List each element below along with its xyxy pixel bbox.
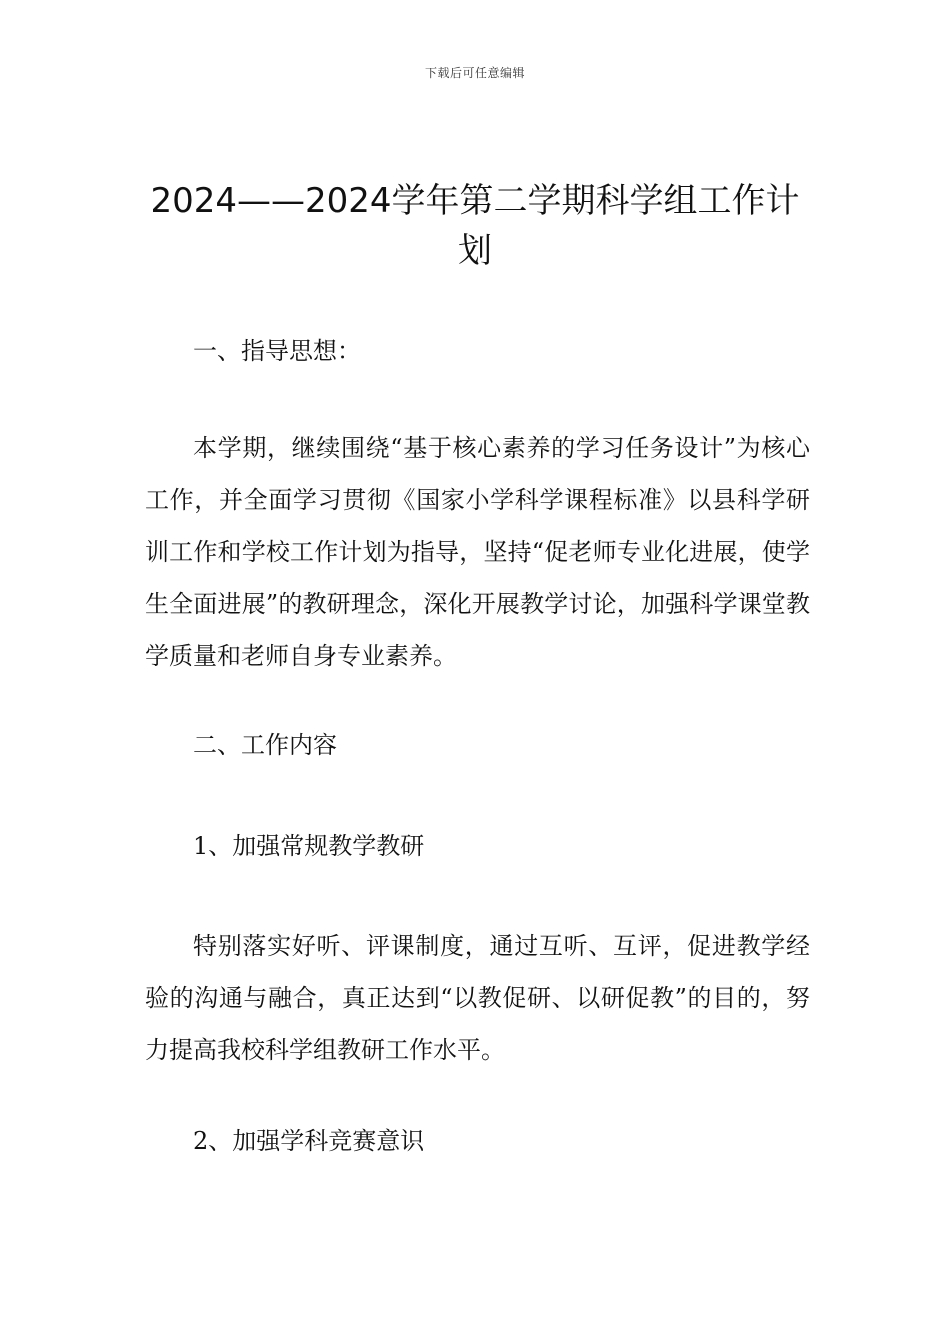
document-title: 2024——2024学年第二学期科学组工作计划	[150, 181, 800, 271]
section-heading-work-content: 二、工作内容	[193, 731, 337, 759]
section-paragraph-guiding-thought: 本学期，继续围绕“基于核心素养的学习任务设计”为核心工作，并全面学习贯彻《国家小学科学课程标准》以县科学研训工作和学校工作计划为指导，坚持“促老师专业化进展，使学生全面进展”的教研理念，深化开展教学讨论，加强科学课堂教学质量和老师自身专业素养。	[145, 434, 810, 670]
header-note: 下载后可任意编辑	[424, 66, 525, 80]
item-heading-routine-teaching: 1、加强常规教学教研	[193, 832, 425, 860]
section-heading-guiding-thought: 一、指导思想：	[193, 337, 361, 365]
item-heading-competition-awareness: 2、加强学科竞赛意识	[193, 1127, 425, 1155]
item-paragraph-routine-teaching: 特别落实好听、评课制度，通过互听、互评，促进教学经验的沟通与融合，真正达到“以教促研、以研促教”的目的，努力提高我校科学组教研工作水平。	[145, 932, 810, 1064]
